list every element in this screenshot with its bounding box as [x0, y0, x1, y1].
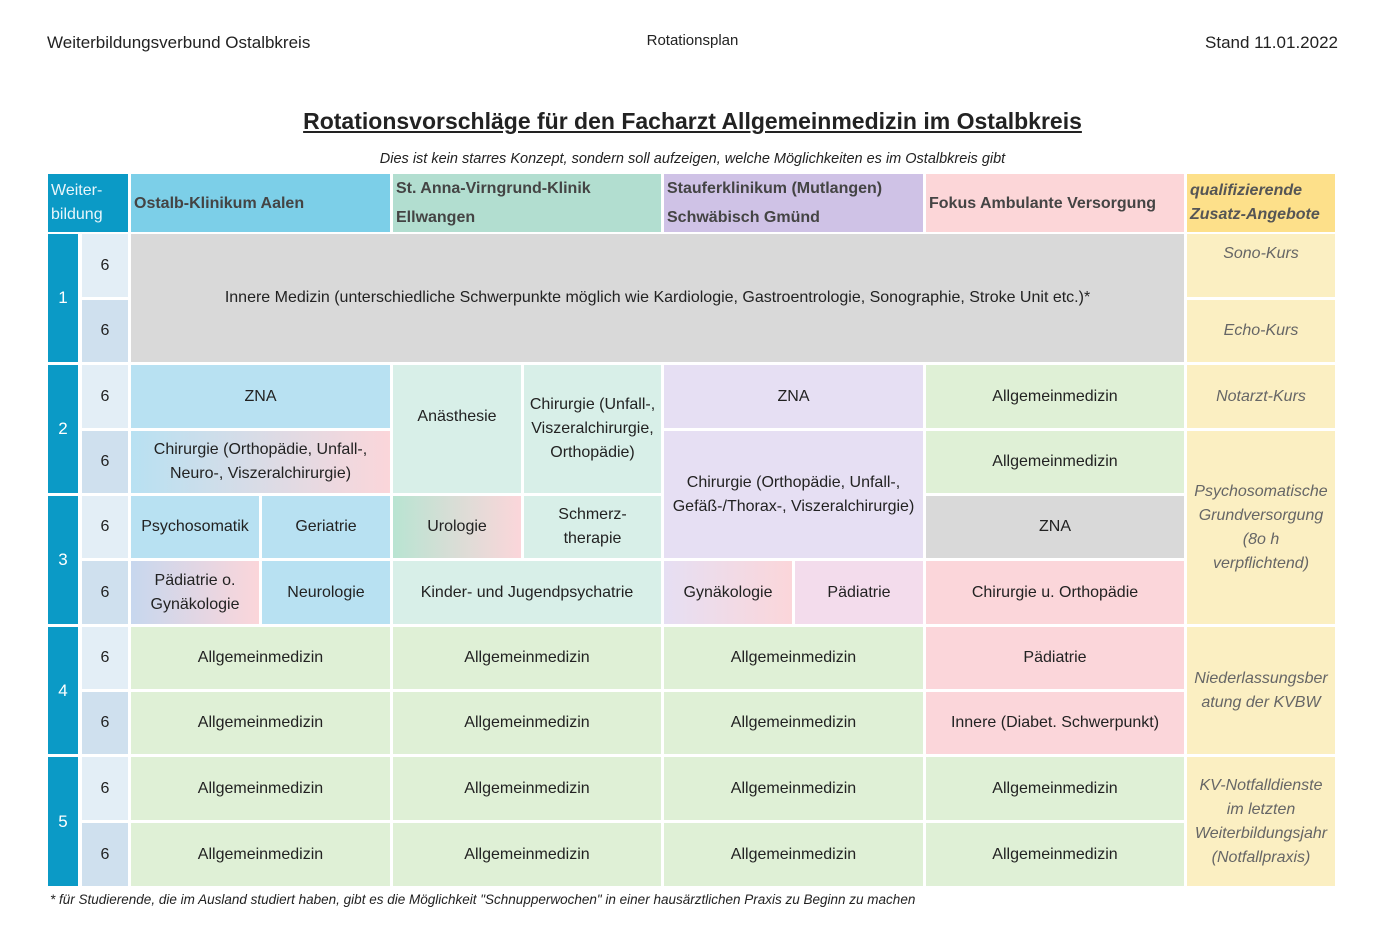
months-cell: 6 — [82, 757, 128, 820]
cell-stauf-chirurgie: Chirurgie (Orthopädie, Unfall-, Gefäß-/Thorax-, Viszeralchirurgie) — [664, 431, 923, 558]
zusatz-notarzt: Notarzt-Kurs — [1187, 365, 1335, 428]
cell-anna-allgemein: Allgemeinmedizin — [393, 627, 661, 689]
cell-fokus-allgemein: Allgemeinmedizin — [926, 823, 1184, 886]
zusatz-kv-notfall: KV-Notfalldienste im letzten Weiterbildungsjahr (Notfallpraxis) — [1187, 757, 1335, 886]
cell-ostalb-allgemein: Allgemeinmedizin — [131, 692, 390, 754]
col-header-zusatz: qualifizierende Zusatz-Angebote — [1187, 174, 1335, 232]
year-5: 5 — [48, 757, 78, 886]
year-2: 2 — [48, 365, 78, 493]
months-cell: 6 — [82, 365, 128, 428]
cell-anna-anaesthesie: Anästhesie — [393, 365, 521, 493]
cell-anna-schmerztherapie: Schmerz-therapie — [524, 496, 661, 558]
footnote: * für Studierende, die im Ausland studiert haben, gibt es die Möglichkeit "Schnupperwochen" in einer hausärztlichen Praxis zu Beginn zu machen — [50, 892, 916, 907]
zusatz-niederlassung: Niederlassungsberatung der KVBW — [1187, 627, 1335, 754]
cell-stauf-allgemein: Allgemeinmedizin — [664, 823, 923, 886]
cell-anna-allgemein: Allgemeinmedizin — [393, 823, 661, 886]
cell-ostalb-allgemein: Allgemeinmedizin — [131, 627, 390, 689]
cell-anna-allgemein: Allgemeinmedizin — [393, 692, 661, 754]
cell-ostalb-chirurgie: Chirurgie (Orthopädie, Unfall-, Neuro-, Viszeralchirurgie) — [131, 431, 390, 493]
cell-fokus-innere-diab: Innere (Diabet. Schwerpunkt) — [926, 692, 1184, 754]
cell-fokus-chir-ortho: Chirurgie u. Orthopädie — [926, 561, 1184, 624]
col-header-weiterbildung: Weiter-bildung — [48, 174, 128, 232]
cell-stauf-allgemein: Allgemeinmedizin — [664, 627, 923, 689]
cell-ostalb-allgemein: Allgemeinmedizin — [131, 757, 390, 820]
page-title: Rotationsvorschläge für den Facharzt Allgemeinmedizin im Ostalbkreis — [303, 108, 1082, 134]
col-header-fokus: Fokus Ambulante Versorgung — [926, 174, 1184, 232]
months-cell: 6 — [82, 823, 128, 886]
cell-stauf-allgemein: Allgemeinmedizin — [664, 757, 923, 820]
cell-fokus-allgemein: Allgemeinmedizin — [926, 757, 1184, 820]
cell-ostalb-neurologie: Neurologie — [262, 561, 390, 624]
zusatz-sono: Sono-Kurs — [1187, 234, 1335, 297]
cell-stauf-paediatrie: Pädiatrie — [795, 561, 923, 624]
cell-fokus-allgemein: Allgemeinmedizin — [926, 365, 1184, 428]
cell-stauf-zna: ZNA — [664, 365, 923, 428]
cell-stauf-allgemein: Allgemeinmedizin — [664, 692, 923, 754]
cell-ostalb-psychosomatik: Psychosomatik — [131, 496, 259, 558]
zusatz-echo: Echo-Kurs — [1187, 300, 1335, 362]
cell-fokus-zna: ZNA — [926, 496, 1184, 558]
page-subtitle: Dies ist kein starres Konzept, sondern soll aufzeigen, welche Möglichkeiten es im Ostalbkreis gibt — [379, 151, 1006, 167]
cell-innere-medizin: Innere Medizin (unterschiedliche Schwerpunkte möglich wie Kardiologie, Gastroentrologie, Sonographie, Stroke Unit etc.)* — [131, 234, 1184, 362]
months-cell: 6 — [82, 496, 128, 558]
col-header-ostalb: Ostalb-Klinikum Aalen — [131, 174, 390, 232]
cell-ostalb-zna: ZNA — [131, 365, 390, 428]
cell-ostalb-paed-gyn: Pädiatrie o. Gynäkologie — [131, 561, 259, 624]
cell-ostalb-allgemein: Allgemeinmedizin — [131, 823, 390, 886]
col-header-stauf: Stauferklinikum (Mutlangen) Schwäbisch Gmünd — [664, 174, 923, 232]
months-cell: 6 — [82, 627, 128, 689]
cell-stauf-gynaekologie: Gynäkologie — [664, 561, 792, 624]
months-cell: 6 — [82, 692, 128, 754]
cell-fokus-paediatrie: Pädiatrie — [926, 627, 1184, 689]
months-cell: 6 — [82, 300, 128, 362]
cell-anna-kinder-jugend: Kinder- und Jugendpsychatrie — [393, 561, 661, 624]
cell-ostalb-geriatrie: Geriatrie — [262, 496, 390, 558]
cell-fokus-allgemein: Allgemeinmedizin — [926, 431, 1184, 493]
zusatz-psychosomatik: Psychosomatische Grundversorgung (8o h verpflichtend) — [1187, 431, 1335, 624]
months-cell: 6 — [82, 234, 128, 297]
year-3: 3 — [48, 496, 78, 624]
header-organization: Weiterbildungsverbund Ostalbkreis — [47, 33, 311, 52]
cell-anna-urologie: Urologie — [393, 496, 521, 558]
cell-anna-allgemein: Allgemeinmedizin — [393, 757, 661, 820]
header-doc-type: Rotationsplan — [646, 32, 739, 49]
col-header-anna: St. Anna-Virngrund-Klinik Ellwangen — [393, 174, 661, 232]
year-4: 4 — [48, 627, 78, 754]
months-cell: 6 — [82, 561, 128, 624]
header-date: Stand 11.01.2022 — [1205, 33, 1338, 52]
cell-anna-chirurgie: Chirurgie (Unfall-, Viszeralchirurgie, Orthopädie) — [524, 365, 661, 493]
months-cell: 6 — [82, 431, 128, 493]
year-1: 1 — [48, 234, 78, 362]
